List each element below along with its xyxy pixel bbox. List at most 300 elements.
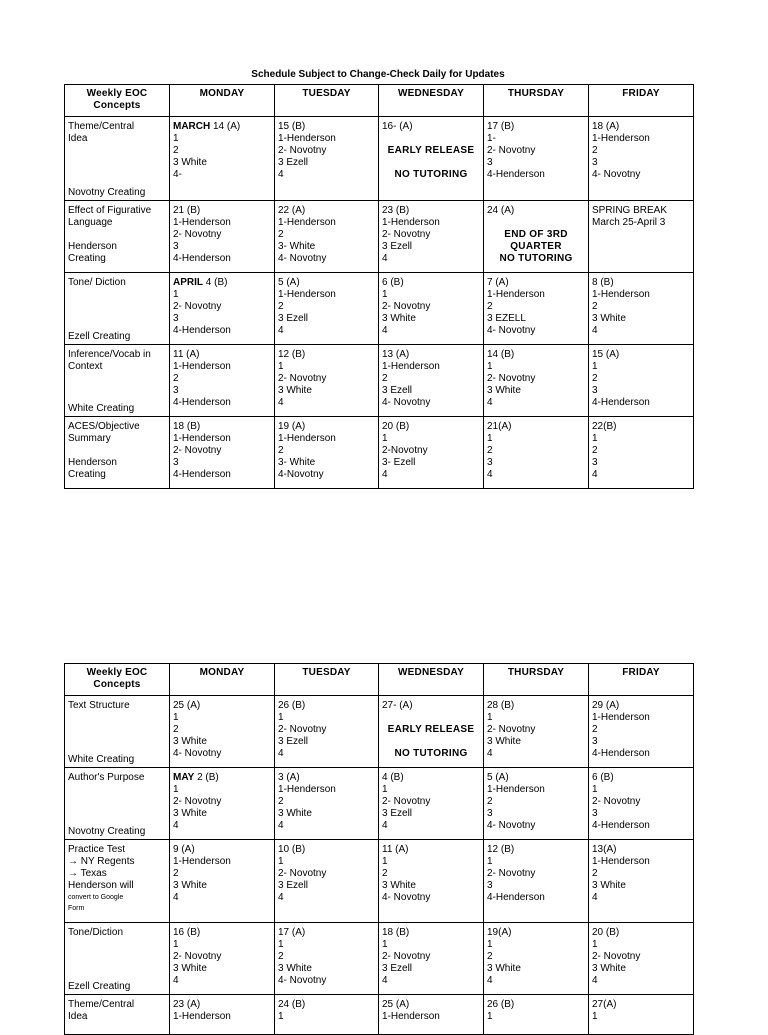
- concept-line: Creating: [68, 253, 106, 265]
- period-assignment: 4-: [173, 169, 182, 181]
- period-assignment: 2: [173, 145, 179, 157]
- day-date-line: [278, 277, 375, 289]
- day-date: 18 (A): [592, 121, 620, 132]
- concept-line: Summary: [68, 433, 111, 445]
- day-cell: [275, 117, 379, 201]
- day-date: 18 (B): [382, 927, 410, 938]
- concept-cell: [65, 273, 170, 345]
- period-assignment: 1-Henderson: [382, 361, 440, 373]
- period-assignment: [382, 736, 480, 748]
- schedule-row: [65, 768, 694, 840]
- period-assignment: 2: [278, 445, 284, 457]
- day-cell: [275, 201, 379, 273]
- period-assignment: 3: [592, 736, 598, 748]
- day-date-line: [278, 927, 375, 939]
- day-cell: [379, 201, 484, 273]
- day-cell: [170, 417, 275, 489]
- day-cell: [275, 923, 379, 995]
- day-date-line: [382, 700, 480, 712]
- period-assignment: 2- Novotny: [278, 724, 327, 736]
- period-assignment: 1: [278, 1011, 284, 1023]
- day-cell: [379, 923, 484, 995]
- concept-cell: [65, 117, 170, 201]
- period-assignment: 1-Henderson: [487, 784, 545, 796]
- period-assignment: 4: [382, 820, 388, 832]
- day-date-line: [592, 844, 690, 856]
- day-cell: [589, 840, 694, 923]
- concept-line: Language: [68, 217, 113, 229]
- day-date-line: [592, 421, 690, 433]
- day-date: 5 (A): [278, 277, 300, 288]
- concept-line: Idea: [68, 133, 88, 145]
- day-date: 28 (B): [487, 700, 515, 711]
- period-assignment: 1: [487, 939, 493, 951]
- day-date-line: [487, 205, 585, 217]
- period-assignment: 2: [278, 951, 284, 963]
- day-cell: [275, 345, 379, 417]
- period-assignment: 1: [382, 856, 388, 868]
- period-assignment: 3: [487, 880, 493, 892]
- concept-line: Effect of Figurative: [68, 205, 152, 216]
- period-assignment: 1: [382, 939, 388, 951]
- concept-line: → Texas: [68, 868, 107, 880]
- period-assignment: 4: [278, 820, 284, 832]
- day-date: 22(B): [592, 421, 617, 432]
- header-tuesday: TUESDAY: [275, 664, 379, 696]
- day-date-line: [487, 421, 585, 433]
- period-assignment: NO TUTORING: [499, 253, 573, 265]
- day-cell: [589, 768, 694, 840]
- period-assignment: 3 Ezell: [382, 241, 413, 253]
- day-date-line: [278, 700, 375, 712]
- period-assignment: 2- Novotny: [278, 373, 327, 385]
- concept-cell: [65, 345, 170, 417]
- day-date: 10 (B): [278, 844, 306, 855]
- period-assignment: 1-Henderson: [278, 289, 336, 301]
- day-date: 21 (B): [173, 205, 201, 216]
- day-date: 19(A): [487, 927, 512, 938]
- concept-line: Tone/Diction: [68, 927, 124, 938]
- day-date-line: [173, 999, 271, 1011]
- period-assignment: [382, 157, 480, 169]
- day-date-line: [382, 999, 480, 1011]
- concept-cell: [65, 696, 170, 768]
- period-assignment: 3: [592, 457, 598, 469]
- period-assignment: 1-Henderson: [278, 433, 336, 445]
- schedule-row: [65, 696, 694, 768]
- period-assignment: 2- Novotny: [382, 796, 431, 808]
- day-date-line: [173, 421, 271, 433]
- header-tuesday: TUESDAY: [275, 85, 379, 117]
- day-date-line: [173, 277, 271, 289]
- schedule-row: [65, 923, 694, 995]
- concept-note: convert to Google: [68, 894, 124, 902]
- day-cell: [170, 923, 275, 995]
- day-date: 19 (A): [278, 421, 306, 432]
- period-assignment: 3 White: [173, 880, 207, 892]
- period-assignment: 3 Ezell: [278, 880, 309, 892]
- period-assignment: 1: [278, 939, 284, 951]
- header-wednesday: WEDNESDAY: [379, 664, 484, 696]
- day-date-line: [592, 772, 690, 784]
- concept-line: Idea: [68, 1011, 88, 1023]
- period-assignment: 1-Henderson: [173, 217, 231, 229]
- header-friday: FRIDAY: [589, 85, 694, 117]
- period-assignment: 4: [592, 469, 598, 481]
- period-assignment: 3 White: [382, 880, 416, 892]
- period-assignment: [382, 712, 480, 724]
- day-date: 11 (A): [382, 844, 409, 855]
- period-assignment: 1: [487, 361, 493, 373]
- day-date: 14 (A): [210, 121, 241, 132]
- period-assignment: 2- Novotny: [173, 445, 222, 457]
- day-date-line: [487, 277, 585, 289]
- concept-cell: [65, 768, 170, 840]
- period-assignment: 3: [487, 157, 493, 169]
- page-title: Schedule Subject to Change-Check Daily for Updates: [251, 69, 505, 80]
- day-date: 22 (A): [278, 205, 306, 216]
- period-assignment: 1-Henderson: [592, 133, 650, 145]
- period-assignment: 1: [382, 433, 388, 445]
- period-assignment: 3 White: [173, 808, 207, 820]
- day-date: 15 (B): [278, 121, 306, 132]
- period-assignment: 4-Henderson: [173, 469, 231, 481]
- period-assignment: 1-Henderson: [278, 217, 336, 229]
- day-cell: [484, 995, 589, 1035]
- period-assignment: 2: [592, 868, 598, 880]
- day-date: 7 (A): [487, 277, 509, 288]
- month-label: MARCH: [173, 121, 211, 132]
- schedule-row: [65, 273, 694, 345]
- period-assignment: 2: [173, 724, 179, 736]
- header-thursday: THURSDAY: [484, 85, 589, 117]
- period-assignment: 3- White: [278, 457, 316, 469]
- period-assignment: 2- Novotny: [487, 724, 536, 736]
- day-date-line: [382, 121, 480, 133]
- period-assignment: 3: [173, 313, 179, 325]
- period-assignment: 1: [592, 1011, 598, 1023]
- period-assignment: END OF 3RD: [504, 229, 568, 241]
- day-cell: [170, 696, 275, 768]
- day-date-line: [487, 121, 585, 133]
- schedule-row: [65, 417, 694, 489]
- period-assignment: 1-Henderson: [592, 712, 650, 724]
- period-assignment: [382, 133, 480, 145]
- period-assignment: 3 Ezell: [278, 736, 309, 748]
- day-cell: [484, 117, 589, 201]
- concept-cell: [65, 840, 170, 923]
- day-cell: [275, 995, 379, 1035]
- concept-creator: Ezell Creating: [68, 980, 131, 992]
- period-assignment: 4: [382, 325, 388, 337]
- period-assignment: 4- Novotny: [487, 820, 536, 832]
- period-assignment: March 25-April 3: [592, 217, 666, 229]
- period-assignment: 4: [382, 253, 388, 265]
- header-thursday: THURSDAY: [484, 664, 589, 696]
- day-cell: [170, 201, 275, 273]
- period-assignment: 3 White: [382, 313, 416, 325]
- day-cell: [589, 696, 694, 768]
- day-date-line: [487, 927, 585, 939]
- period-assignment: 2: [278, 301, 284, 313]
- period-assignment: 4: [487, 975, 493, 987]
- day-date-line: [487, 999, 585, 1011]
- period-assignment: 2- Novotny: [173, 229, 222, 241]
- period-assignment: 4: [592, 325, 598, 337]
- period-assignment: 2- Novotny: [382, 301, 431, 313]
- period-assignment: 1-Henderson: [278, 784, 336, 796]
- day-date: 18 (B): [173, 421, 201, 432]
- day-date: 4 (B): [382, 772, 404, 783]
- period-assignment: 3 White: [173, 157, 207, 169]
- day-date-line: [382, 844, 480, 856]
- day-date-line: [173, 772, 271, 784]
- period-assignment: 1: [278, 361, 284, 373]
- period-assignment: 3 Ezell: [382, 963, 413, 975]
- day-cell: [379, 768, 484, 840]
- day-date: 4 (B): [203, 277, 228, 288]
- period-assignment: EARLY RELEASE: [387, 724, 475, 736]
- header-wednesday: WEDNESDAY: [379, 85, 484, 117]
- day-date: 16- (A): [382, 121, 413, 132]
- concept-creator: White Creating: [68, 753, 135, 765]
- period-assignment: 2: [592, 145, 598, 157]
- period-assignment: 4: [278, 748, 284, 760]
- day-cell: [275, 417, 379, 489]
- day-date: 26 (B): [278, 700, 306, 711]
- day-cell: [379, 840, 484, 923]
- period-assignment: 3 Ezell: [382, 385, 413, 397]
- day-date-line: [382, 277, 480, 289]
- schedule-row: [65, 345, 694, 417]
- period-assignment: 2- Novotny: [173, 796, 222, 808]
- day-cell: [170, 995, 275, 1035]
- day-cell: [379, 696, 484, 768]
- period-assignment: 4: [487, 397, 493, 409]
- period-assignment: 1-Henderson: [278, 133, 336, 145]
- concept-line: → NY Regents: [68, 856, 135, 868]
- period-assignment: 4- Novotny: [173, 748, 222, 760]
- period-assignment: 2- Novotny: [382, 951, 431, 963]
- day-date: 25 (A): [382, 999, 410, 1010]
- period-assignment: 3: [173, 385, 179, 397]
- period-assignment: 2: [592, 724, 598, 736]
- day-date: 9 (A): [173, 844, 195, 855]
- concept-line: Creating: [68, 469, 106, 481]
- day-date: 13 (A): [382, 349, 410, 360]
- period-assignment: 4: [382, 975, 388, 987]
- day-cell: [275, 768, 379, 840]
- period-assignment: 4: [592, 892, 598, 904]
- day-date-line: [173, 205, 271, 217]
- period-assignment: 4-Henderson: [173, 397, 231, 409]
- day-date-line: [487, 349, 585, 361]
- day-date: 23 (A): [173, 999, 201, 1010]
- period-assignment: 4-Henderson: [487, 169, 545, 181]
- period-assignment: 2: [382, 373, 388, 385]
- period-assignment: 3 Ezell: [278, 157, 309, 169]
- concept-creator: Novotny Creating: [68, 186, 146, 198]
- concept-line: ACES/Objective: [68, 421, 140, 432]
- table-header-row: [65, 85, 694, 117]
- schedule-table-1: [64, 84, 694, 489]
- day-date-line: [592, 349, 690, 361]
- day-date-line: [592, 999, 690, 1011]
- period-assignment: 4-Henderson: [173, 325, 231, 337]
- period-assignment: 4: [173, 820, 179, 832]
- period-assignment: 1-Henderson: [592, 289, 650, 301]
- day-date-line: [592, 205, 690, 217]
- concept-cell: [65, 417, 170, 489]
- day-date: 3 (A): [278, 772, 300, 783]
- day-cell: [275, 840, 379, 923]
- period-assignment: 4: [278, 169, 284, 181]
- header-monday: MONDAY: [170, 664, 275, 696]
- period-assignment: 2- Novotny: [592, 951, 641, 963]
- period-assignment: 2: [487, 796, 493, 808]
- period-assignment: 4- Novotny: [278, 975, 327, 987]
- header-friday: FRIDAY: [589, 664, 694, 696]
- day-cell: [379, 995, 484, 1035]
- day-date-line: [173, 700, 271, 712]
- period-assignment: 1-Henderson: [592, 856, 650, 868]
- schedule-row: [65, 840, 694, 923]
- period-assignment: 4-Novotny: [278, 469, 324, 481]
- concept-line: Henderson: [68, 457, 117, 469]
- concept-note: Form: [68, 905, 85, 913]
- period-assignment: 4: [278, 325, 284, 337]
- concept-line: Practice Test: [68, 844, 126, 855]
- period-assignment: 3: [592, 808, 598, 820]
- period-assignment: 2- Novotny: [173, 301, 222, 313]
- day-cell: [170, 840, 275, 923]
- concept-line: Henderson will: [68, 880, 134, 892]
- day-cell: [379, 117, 484, 201]
- day-date-line: [278, 349, 375, 361]
- period-assignment: 1-Henderson: [173, 856, 231, 868]
- concept-creator: White Creating: [68, 402, 135, 414]
- day-date: 6 (B): [382, 277, 404, 288]
- day-date: 11 (A): [173, 349, 200, 360]
- day-date-line: [382, 772, 480, 784]
- period-assignment: 4: [382, 469, 388, 481]
- period-assignment: 2- Novotny: [487, 868, 536, 880]
- day-date-line: [278, 844, 375, 856]
- period-assignment: 1: [173, 939, 179, 951]
- period-assignment: 1: [278, 712, 284, 724]
- period-assignment: 2: [382, 868, 388, 880]
- period-assignment: 1: [592, 784, 598, 796]
- day-date-line: [278, 121, 375, 133]
- period-assignment: 4: [487, 469, 493, 481]
- day-cell: [484, 840, 589, 923]
- day-cell: [484, 696, 589, 768]
- day-date-line: [173, 844, 271, 856]
- period-assignment: 4: [173, 975, 179, 987]
- concept-cell: [65, 995, 170, 1035]
- day-date: 20 (B): [382, 421, 410, 432]
- day-cell: [170, 117, 275, 201]
- day-date-line: [382, 349, 480, 361]
- period-assignment: 1: [592, 433, 598, 445]
- day-date-line: [592, 700, 690, 712]
- month-label: MAY: [173, 772, 195, 783]
- concept-line: Text Structure: [68, 700, 130, 711]
- period-assignment: 3 White: [592, 963, 626, 975]
- period-assignment: 4-Henderson: [592, 397, 650, 409]
- day-cell: [170, 345, 275, 417]
- day-date: 24 (B): [278, 999, 306, 1010]
- period-assignment: 1: [173, 133, 179, 145]
- day-date-line: [592, 121, 690, 133]
- day-date-line: [382, 927, 480, 939]
- day-date-line: [382, 205, 480, 217]
- period-assignment: 3: [173, 457, 179, 469]
- schedule-row: [65, 995, 694, 1035]
- period-assignment: 3: [487, 457, 493, 469]
- period-assignment: QUARTER: [510, 241, 562, 253]
- day-date: 8 (B): [592, 277, 614, 288]
- period-assignment: 3 White: [278, 385, 312, 397]
- day-date: 6 (B): [592, 772, 614, 783]
- period-assignment: [487, 217, 585, 229]
- day-cell: [275, 696, 379, 768]
- day-cell: [589, 201, 694, 273]
- concept-line: Inference/Vocab in: [68, 349, 151, 360]
- period-assignment: 1-Henderson: [173, 433, 231, 445]
- concept-line: [68, 229, 166, 241]
- period-assignment: 3 White: [278, 808, 312, 820]
- period-assignment: 4-Henderson: [487, 892, 545, 904]
- period-assignment: 2- Novotny: [278, 145, 327, 157]
- day-date: 26 (B): [487, 999, 515, 1010]
- period-assignment: 3: [173, 241, 179, 253]
- day-cell: [484, 417, 589, 489]
- day-date-line: [278, 772, 375, 784]
- day-date-line: [173, 927, 271, 939]
- day-date: SPRING BREAK: [592, 205, 668, 216]
- day-date: 24 (A): [487, 205, 515, 216]
- period-assignment: 2: [487, 951, 493, 963]
- period-assignment: NO TUTORING: [394, 748, 468, 760]
- period-assignment: NO TUTORING: [394, 169, 468, 181]
- period-assignment: 2- Novotny: [278, 868, 327, 880]
- period-assignment: 3 White: [592, 880, 626, 892]
- period-assignment: 4- Novotny: [592, 169, 641, 181]
- period-assignment: 2: [173, 868, 179, 880]
- day-date-line: [487, 844, 585, 856]
- day-cell: [484, 273, 589, 345]
- period-assignment: 2: [278, 796, 284, 808]
- period-assignment: 3 White: [487, 963, 521, 975]
- day-cell: [589, 923, 694, 995]
- day-cell: [484, 201, 589, 273]
- day-date: 21(A): [487, 421, 512, 432]
- day-cell: [170, 768, 275, 840]
- period-assignment: 4- Novotny: [278, 253, 327, 265]
- period-assignment: 4: [278, 892, 284, 904]
- period-assignment: 3: [592, 385, 598, 397]
- period-assignment: 4- Novotny: [382, 397, 431, 409]
- day-date-line: [278, 999, 375, 1011]
- day-date: 15 (A): [592, 349, 620, 360]
- day-date-line: [382, 421, 480, 433]
- day-cell: [379, 417, 484, 489]
- header-concept: Weekly EOC Concepts: [65, 85, 170, 117]
- period-assignment: 1: [382, 289, 388, 301]
- period-assignment: 1-: [487, 133, 496, 145]
- day-date-line: [592, 277, 690, 289]
